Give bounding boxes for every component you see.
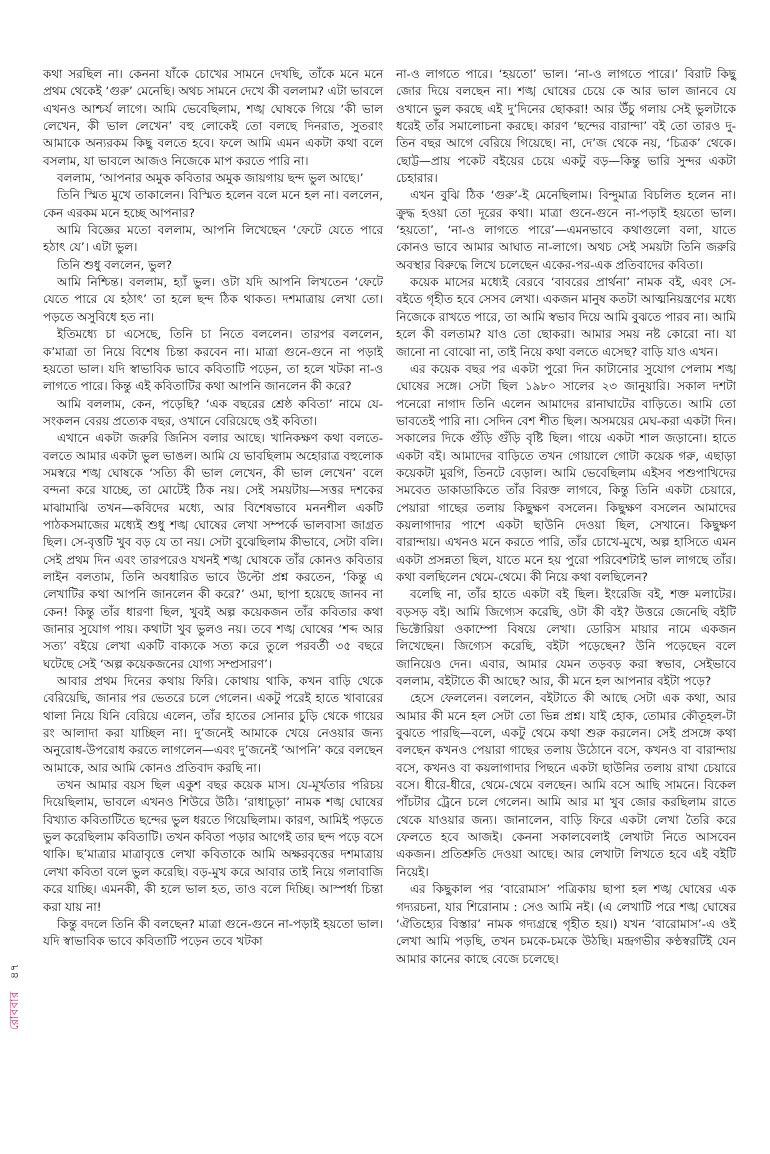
paragraph: কিন্তু বদলে তিনি কী বলছেন? মাত্রা গুনে-গুনে না-পড়াই হয়তো ভাল। যদি স্বাভাবিক ভাবে কবিতাটি পড়েন তবে খটকা (43, 916, 383, 949)
paragraph: হেসে ফেললেন। বললেন, বইটাতে কী আছে সেটা এক কথা, আর আমার কী মনে হল সেটা তো ভিন্ন প্রশ্ন। যাই হোক, তোমার কৌতূহল-টা বুঝতে পারছি—বলে, একটু থেমে কথা শুরু করলেন। সেই প্রসঙ্গে কথা বলছেন কখনও পেয়ারা গাছের তলায় উঠোনে বসে, কখনও বা বারান্দায় বসে, কখনও বা কয়লাগাদার পিছনে একটা ছাউনির তলায় রাখা চেয়ারে বসে। ধীরে-ধীরে, থেমে-থেমে বলছেন। আমি বসে আছি সামনে। বিকেল পাঁচটার ট্রেনে চলে গেলেন। আমি আর মা খুব জোর করছিলাম রাতে থেকে যাওয়ার জন্য। জানালেন, বাড়ি ফিরে একটা লেখা তৈরি করে ফেলতে হবে আজই। কেননা সকালবেলাই লেখাটা নিতে আসবেন একজন। প্রতিশ্রুতি দেওয়া আছে। আর লেখাটা লিখতে হবে এই বইটি নিয়েই। (396, 691, 736, 879)
page-folio (6, 963, 25, 1030)
paragraph: আবার প্রথম দিনের কথায় ফিরি। কোথায় থাকি, কখন বাড়ি থেকে বেরিয়েছি, জানার পর ভেতরে চলে গেলেন। একটু পরেই হাতে খাবারের থালা নিয়ে যিনি বেরিয়ে এলেন, তাঁর হাতের সোনার চুড়ি থেকে গায়ের রং আলাদা করা যাচ্ছিল না। দু’জনেই আমাকে খেয়ে নেওয়ার জন্য অনুরোধ-উপরোধ করতে লাগলেন—এবং দু’জনেই ‘আপনি’ করে বলছেন আমাকে, আর আমি কোনও প্রতিবাদ করছি না। (43, 674, 383, 775)
paragraph: কথা সরছিল না। কেননা যাঁকে চোখের সামনে দেখছি, তাঁকে মনে মনে প্রথম থেকেই ‘গুরু’ মেনেছি। অথচ সামনে দেখে কী বললাম? এটা ভাবলে এখনও আশ্চর্য লাগে। আমি ভেবেছিলাম, শঙ্খ ঘোষকে গিয়ে ‘কী ভাল লেখেন, কী ভাল লেখেন’ বহু লোকেই তো বলছে দিনরাত, সুতরাং আমাকে অন্যরকম কিছু বলতে হবে। ফলে আমি এমন একটা কথা বলে বসলাম, যা ভাবলে আজও নিজেকে মাপ করতে পারি না। (43, 67, 383, 168)
paragraph: এর কিছুকাল পর ‘বারোমাস’ পত্রিকায় ছাপা হল শঙ্খ ঘোষের এক গদ্যরচনা, যার শিরোনাম : সেও আমি নই। (এ লেখাটি পরে শঙ্খ ঘোষের ‘ঐতিহ্যের বিস্তার’ নামক গদ্যগ্রন্থে গৃহীত হয়।) যখন ‘বারোমাস’-এ ওই লেখা আমি পড়ছি, তখন চমকে-চমকে উঠছি। মন্দ্রগভীর কণ্ঠস্বরটিই যেন আমার কানের কাছে বেজে চলেছে। (396, 882, 736, 966)
paragraph: তিনি শুধু বললেন, ভুল? (57, 257, 173, 272)
left-column (43, 66, 383, 951)
right-column (396, 66, 736, 968)
paragraph: এখানে একটা জরুরি জিনিস বলার আছে। খানিকক্ষণ কথা বলতে-বলতে আমার একটা ভুল ভাঙল। আমি যে ভাবছিলাম অহোরাত্র বহুলোক সমস্বরে শঙ্খ ঘোষকে ‘সত্যি কী ভাল লেখেন, কী ভাল লেখেন’ বলে বন্দনা করে যাচ্ছে, তা মোটেই ঠিক নয়। সেই সময়টায়—সত্তর দশকের মাঝামাঝি তখন—কবিদের মধ্যে, আর বিশেষভাবে মননশীল একটি পাঠকসমাজের মধ্যেই শুধু শঙ্খ ঘোষের লেখা সম্পর্কে ভালবাসা জাগ্রত ছিল। সে-বৃত্তটি খুব বড় যে তা নয়। সেটা বুঝেছিলাম কীভাবে, সেটা বলি। সেই প্রথম দিন এবং তারপরেও যখনই শঙ্খ ঘোষকে তাঁর কোনও কবিতার লাইন বলতাম, তিনি অবধারিত ভাবে উল্টো প্রশ্ন করতেন, ‘কিন্তু এ লেখাটির কথা আপনি জানলেন কী করে?’ ওমা, ছাপা হয়েছে জানব না কেন! কিন্তু তাঁর ধারণা ছিল, খুবই অল্প কয়েকজন তাঁর কবিতার কথা জানার সুযোগ পায়। কথাটা খুব ভুলও নয়। তবে শঙ্খ ঘোষের ‘শব্দ আর সত্য’ বইয়ে লেখা একটি বাক্যকে সত্য করে তুলে পরবর্তী ৩৫ বছরে ঘটেছে সেই ‘অল্প কয়েকজনের যোগ্য সম্প্রসারণ’। (43, 431, 383, 671)
paragraph: এর কয়েক বছর পর একটা পুরো দিন কাটানোর সুযোগ পেলাম শঙ্খ ঘোষের সঙ্গে। সেটা ছিল ১৯৮০ সালের ২৩ জানুয়ারি। সকাল দশটা পনেরো নাগাদ তিনি এলেন আমাদের রানাঘাটের বাড়িতে। আমি তো ভাবতেই পারি না। সেদিন বেশ শীত ছিল। অসময়ের মেঘ-করা একটা দিন। সকালের দিকে গুঁড়ি গুঁড়ি বৃষ্টি ছিল। গায়ে একটা শাল জড়ানো। হাতে একটা বই। আমাদের বাড়িতে তখন গোয়ালে গোটা কয়েক গরু, এছাড়া কয়েকটা মুরগি, তিনটে বেড়াল। আমি ভেবেছিলাম এইসব পশুপাখিদের সমবেত ডাকাডাকিতে তাঁর বিরক্ত লাগবে, কিন্তু তিনি একটা চেয়ারে, পেয়ারা গাছের তলায় কিছুক্ষণ বসলেন। কিছুক্ষণ বসলেন আমাদের কয়লাগাদার পাশে একটা ছাউনি দেওয়া ছিল, সেখানে। কিছুক্ষণ বারান্দায়। এখনও মনে করতে পারি, তাঁর চোখে-মুখে, অল্প হাসিতে এমন একটা প্রসন্নতা ছিল, যাতে মনে হয় পুরো পরিবেশটাই ভাল লাগছে তাঁর। কথা বলছিলেন থেমে-থেমে। কী নিয়ে কথা বলছিলেন? (396, 361, 736, 584)
paragraph: এখন বুঝি ঠিক ‘গুরু’-ই মেনেছিলাম। বিন্দুমাত্র বিচলিত হলেন না। ক্রুদ্ধ হওয়া তো দূরের কথা। মাত্রা গুনে-গুনে না-পড়াই হয়তো ভাল। ‘হয়তো’, ‘না-ও লাগতে পারে’—এমনভাবে কথাগুলো বলা, যাতে কোনও ভাবে আমার আঘাত না-লাগে। অথচ সেই সময়টা তিনি জরুরি অবস্থার বিরুদ্ধে লিখে চলেছেন একের-পর-এক প্রতিবাদের কবিতা। (396, 188, 736, 272)
paragraph: তখন আমার বয়স ছিল একুশ বছর কয়েক মাস। যে-মূর্খতার পরিচয় দিয়েছিলাম, ভাবলে এখনও শিউরে উঠি। ‘রাধাচূড়া’ নামক শঙ্খ ঘোষের বিখ্যাত কবিতাটিতে ছন্দের ভুল ধরতে গিয়েছিলাম। কারণ, আমিই পড়তে ভুল করেছিলাম কবিতাটি। তখন কবিতা পড়ার আগেই তার ছন্দ পড়ে বসে থাকি। ছ’মাত্রার মাত্রাবৃত্তে লেখা কবিতাকে আমি অক্ষরবৃত্তের দশমাত্রায় লেখা কবিতা বলে ভুল করেছি। বড়-মুখ করে আবার তাই নিয়ে গলাবাজি করে যাচ্ছি। এমনকী, কী হলে ভাল হত, তাও বলে দিচ্ছি। আস্পর্ধা চিন্তা করা যায় না! (43, 778, 383, 914)
paragraph: আমি বিজ্ঞের মতো বললাম, আপনি লিখেছেন ‘ফেটে যেতে পারে হঠাৎ যে’। এটা ভুল। (43, 223, 383, 255)
magazine-name: রোববার (7, 991, 21, 1030)
page-number: ৪৭ (7, 963, 21, 980)
paragraph: আমি বললাম, কেন, পড়েছি? ‘এক বছরের শ্রেষ্ঠ কবিতা’ নামে যে-সংকলন বেরয় প্রত্যেক বছর, ওখানে বেরিয়েছে ওই কবিতা। (43, 396, 383, 428)
paragraph: ইতিমধ্যে চা এসেছে, তিনি চা নিতে বললেন। তারপর বললেন, ক’মাত্রা তা নিয়ে বিশেষ চিন্তা করবেন না। মাত্রা গুনে-গুনে না পড়াই হয়তো ভাল। যদি স্বাভাবিক ভাবে কবিতাটি পড়েন, তা হলে খটকা না-ও লাগতে পারে। কিন্তু এই কবিতাটির কথা আপনি জানলেন কী করে? (43, 327, 383, 394)
paragraph: না-ও লাগতে পারে। ‘হয়তো’ ভাল। ‘না-ও লাগতে পারে।’ বিরাট কিছু জোর দিয়ে বলছেন না। শঙ্খ ঘোষের চেয়ে কে আর ভাল জানবে যে ওখানে ভুল করছে এই দু’দিনের ছোকরা! আর উঁচু গলায় সেই ভুলটাকে ধরেই তাঁর সমালোচনা করছে। কারণ ‘ছন্দের বারান্দা’ বই তো তারও দু-তিন বছর আগে বেরিয়ে গিয়েছে। না, দে’জ থেকে নয়, ‘চিত্রক’ থেকে। ছোট্ট—প্রায় পকেট বইয়ের চেয়ে একটু বড়—কিন্তু ভারি সুন্দর একটা চেহারার। (396, 67, 736, 186)
paragraph: কয়েক মাসের মধ্যেই বেরবে ‘বাবরের প্রার্থনা’ নামক বই, এবং সে-বইতে গৃহীত হবে সেসব লেখা। একজন মানুষ কতটা আত্মনিয়ন্ত্রণের মধ্যে নিজেকে রাখতে পারে, তা আমি স্বভাব দিয়ে আমি বুঝতে পারব না। আমি হলে কী বলতাম? যাও তো ছোকরা। আমার সময় নষ্ট কোরো না। যা জানো না বোঝো না, তাই নিয়ে কথা বলতে এসেছ? বাড়ি যাও এখন। (396, 275, 736, 359)
paragraph: আমি নিশ্চিন্ত। বললাম, হ্যাঁ ভুল। ওটা যদি আপনি লিখতেন ‘ফেটে যেতে পারে যে হঠাৎ’ তা হলে ছন্দ ঠিক থাকত। দশমাত্রায় লেখা তো। পড়তে অসুবিধে হত না। (43, 275, 383, 324)
paragraph: বলেছি না, তাঁর হাতে একটা বই ছিল। ইংরেজি বই, শক্ত মলাটের। বড়সড় বই। আমি জিগ্যেস করেছি, ওটা কী বই? উত্তরে জেনেছি বইটি ভিক্টোরিয়া ওকাম্পো বিষয়ে লেখা। ডোরিস মায়ার নামে একজন লিখেছেন। জিগ্যেস করেছি, বইটা পড়েছেন? উনি পড়েছেন বলে জানিয়েও দেন। এবার, আমার যেমন তড়বড় করা স্বভাব, সেইভাবে বললাম, বইটাতে কী আছে? আর, কী মনে হল আপনার বইটা পড়ে? (396, 587, 736, 689)
paragraph: বললাম, ‘আপনার অমুক কবিতার অমুক জায়গায় ছন্দ ভুল আছে।’ (57, 171, 364, 186)
paragraph: তিনি স্মিত মুখে তাকালেন। বিস্মিত হলেন বলে মনে হল না। বললেন, কেন এরকম মনে হচ্ছে আপনার? (43, 188, 383, 220)
